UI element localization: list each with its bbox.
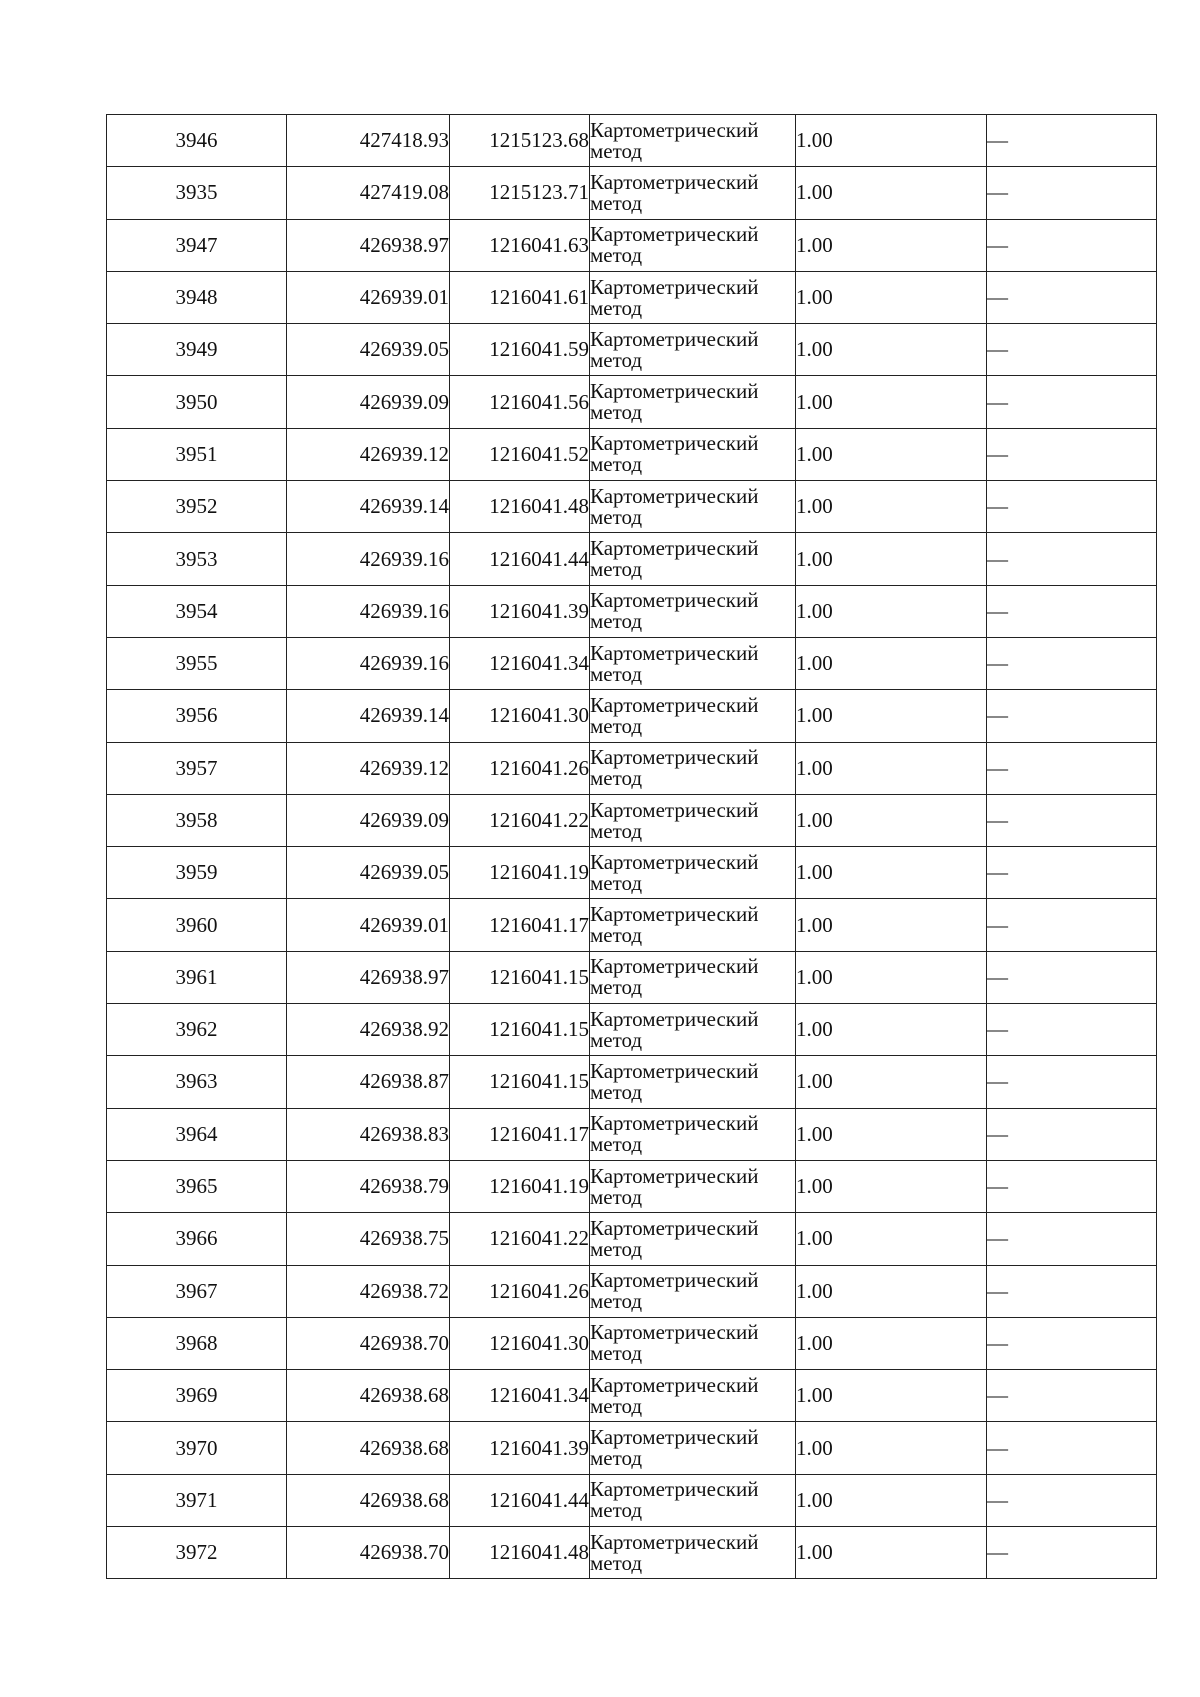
y-coordinate-cell: 1216041.39 <box>450 1422 590 1474</box>
method-line-1: Картометрический <box>590 1372 759 1397</box>
point-number-cell: 3935 <box>107 167 287 219</box>
description-cell: — <box>987 690 1157 742</box>
accuracy-cell: 1.00 <box>796 1422 987 1474</box>
point-number-cell: 3958 <box>107 794 287 846</box>
method-line-2: метод <box>590 1393 643 1418</box>
description-cell: — <box>987 794 1157 846</box>
table-row <box>107 742 1157 794</box>
table-row <box>107 1004 1157 1056</box>
description-cell: — <box>987 324 1157 376</box>
table-row <box>107 1527 1157 1579</box>
y-coordinate-cell: 1216041.61 <box>450 271 590 323</box>
y-coordinate-cell: 1216041.34 <box>450 637 590 689</box>
table-row <box>107 847 1157 899</box>
accuracy-cell: 1.00 <box>796 1317 987 1369</box>
y-coordinate-cell: 1216041.30 <box>450 1317 590 1369</box>
y-coordinate-cell: 1216041.22 <box>450 794 590 846</box>
method-line-2: метод <box>590 1289 643 1314</box>
description-cell: — <box>987 1527 1157 1579</box>
x-coordinate-cell: 426939.16 <box>287 585 450 637</box>
method-line-1: Картометрический <box>590 797 759 822</box>
method-line-1: Картометрический <box>590 483 759 508</box>
table-row <box>107 1213 1157 1265</box>
description-cell: — <box>987 1317 1157 1369</box>
y-coordinate-cell: 1216041.26 <box>450 742 590 794</box>
y-coordinate-cell: 1216041.48 <box>450 481 590 533</box>
point-number-cell: 3962 <box>107 1004 287 1056</box>
method-cell <box>590 1108 796 1160</box>
accuracy-cell: 1.00 <box>796 742 987 794</box>
method-cell <box>590 1370 796 1422</box>
method-line-1: Картометрический <box>590 536 759 561</box>
method-cell <box>590 1422 796 1474</box>
point-number-cell: 3946 <box>107 115 287 167</box>
table-row <box>107 794 1157 846</box>
point-number-cell: 3959 <box>107 847 287 899</box>
method-line-2: метод <box>590 1446 643 1471</box>
method-line-1: Картометрический <box>590 954 759 979</box>
method-line-1: Картометрический <box>590 1320 759 1345</box>
description-cell: — <box>987 1108 1157 1160</box>
method-cell <box>590 1265 796 1317</box>
y-coordinate-cell: 1216041.30 <box>450 690 590 742</box>
y-coordinate-cell: 1216041.15 <box>450 1004 590 1056</box>
description-cell: — <box>987 1370 1157 1422</box>
table-row <box>107 899 1157 951</box>
method-line-2: метод <box>590 400 643 425</box>
accuracy-cell: 1.00 <box>796 167 987 219</box>
method-line-1: Картометрический <box>590 1268 759 1293</box>
point-number-cell: 3953 <box>107 533 287 585</box>
point-number-cell: 3963 <box>107 1056 287 1108</box>
table-row <box>107 324 1157 376</box>
accuracy-cell: 1.00 <box>796 115 987 167</box>
method-line-1: Картометрический <box>590 902 759 927</box>
table-row <box>107 428 1157 480</box>
method-line-2: метод <box>590 190 643 215</box>
point-number-cell: 3969 <box>107 1370 287 1422</box>
x-coordinate-cell: 427418.93 <box>287 115 450 167</box>
description-cell: — <box>987 1160 1157 1212</box>
point-number-cell: 3952 <box>107 481 287 533</box>
x-coordinate-cell: 426938.92 <box>287 1004 450 1056</box>
accuracy-cell: 1.00 <box>796 794 987 846</box>
point-number-cell: 3957 <box>107 742 287 794</box>
x-coordinate-cell: 426939.01 <box>287 271 450 323</box>
point-number-cell: 3967 <box>107 1265 287 1317</box>
x-coordinate-cell: 426939.05 <box>287 847 450 899</box>
description-cell: — <box>987 1213 1157 1265</box>
description-cell: — <box>987 376 1157 428</box>
accuracy-cell: 1.00 <box>796 1056 987 1108</box>
point-number-cell: 3947 <box>107 219 287 271</box>
point-number-cell: 3966 <box>107 1213 287 1265</box>
point-number-cell: 3970 <box>107 1422 287 1474</box>
y-coordinate-cell: 1216041.59 <box>450 324 590 376</box>
x-coordinate-cell: 426938.97 <box>287 951 450 1003</box>
method-line-1: Картометрический <box>590 379 759 404</box>
x-coordinate-cell: 426938.68 <box>287 1474 450 1526</box>
table-row <box>107 533 1157 585</box>
method-cell <box>590 794 796 846</box>
method-cell <box>590 376 796 428</box>
x-coordinate-cell: 426939.14 <box>287 690 450 742</box>
method-line-2: метод <box>590 609 643 634</box>
accuracy-cell: 1.00 <box>796 533 987 585</box>
x-coordinate-cell: 426938.83 <box>287 1108 450 1160</box>
method-cell <box>590 1160 796 1212</box>
point-number-cell: 3964 <box>107 1108 287 1160</box>
method-line-1: Картометрический <box>590 1058 759 1083</box>
method-line-1: Картометрический <box>590 169 759 194</box>
description-cell: — <box>987 585 1157 637</box>
point-number-cell: 3971 <box>107 1474 287 1526</box>
method-line-1: Картометрический <box>590 274 759 299</box>
method-line-1: Картометрический <box>590 1425 759 1450</box>
point-number-cell: 3968 <box>107 1317 287 1369</box>
x-coordinate-cell: 426939.12 <box>287 428 450 480</box>
x-coordinate-cell: 426939.01 <box>287 899 450 951</box>
method-line-1: Картометрический <box>590 1163 759 1188</box>
method-line-2: метод <box>590 766 643 791</box>
point-number-cell: 3972 <box>107 1527 287 1579</box>
method-cell <box>590 1056 796 1108</box>
x-coordinate-cell: 426939.16 <box>287 533 450 585</box>
x-coordinate-cell: 426939.14 <box>287 481 450 533</box>
accuracy-cell: 1.00 <box>796 1474 987 1526</box>
method-line-1: Картометрический <box>590 745 759 770</box>
y-coordinate-cell: 1216041.17 <box>450 1108 590 1160</box>
table-row <box>107 115 1157 167</box>
accuracy-cell: 1.00 <box>796 690 987 742</box>
accuracy-cell: 1.00 <box>796 219 987 271</box>
description-cell: — <box>987 481 1157 533</box>
description-cell: — <box>987 1004 1157 1056</box>
description-cell: — <box>987 637 1157 689</box>
point-number-cell: 3965 <box>107 1160 287 1212</box>
table-row <box>107 951 1157 1003</box>
point-number-cell: 3949 <box>107 324 287 376</box>
accuracy-cell: 1.00 <box>796 847 987 899</box>
accuracy-cell: 1.00 <box>796 1527 987 1579</box>
table-row <box>107 1422 1157 1474</box>
point-number-cell: 3956 <box>107 690 287 742</box>
y-coordinate-cell: 1216041.44 <box>450 1474 590 1526</box>
point-number-cell: 3950 <box>107 376 287 428</box>
method-line-2: метод <box>590 1184 643 1209</box>
x-coordinate-cell: 426939.09 <box>287 376 450 428</box>
y-coordinate-cell: 1216041.52 <box>450 428 590 480</box>
description-cell: — <box>987 1474 1157 1526</box>
accuracy-cell: 1.00 <box>796 899 987 951</box>
method-line-2: метод <box>590 243 643 268</box>
method-cell <box>590 115 796 167</box>
point-number-cell: 3961 <box>107 951 287 1003</box>
point-number-cell: 3951 <box>107 428 287 480</box>
method-line-2: метод <box>590 557 643 582</box>
method-line-2: метод <box>590 975 643 1000</box>
description-cell: — <box>987 951 1157 1003</box>
method-line-2: метод <box>590 347 643 372</box>
description-cell: — <box>987 1265 1157 1317</box>
accuracy-cell: 1.00 <box>796 1160 987 1212</box>
method-line-1: Картометрический <box>590 1111 759 1136</box>
method-line-1: Картометрический <box>590 326 759 351</box>
x-coordinate-cell: 426938.75 <box>287 1213 450 1265</box>
method-line-1: Картометрический <box>590 117 759 142</box>
description-cell: — <box>987 1056 1157 1108</box>
y-coordinate-cell: 1216041.34 <box>450 1370 590 1422</box>
coordinates-table-body <box>107 115 1157 1579</box>
description-cell: — <box>987 1422 1157 1474</box>
method-line-2: метод <box>590 923 643 948</box>
y-coordinate-cell: 1215123.68 <box>450 115 590 167</box>
accuracy-cell: 1.00 <box>796 428 987 480</box>
point-number-cell: 3948 <box>107 271 287 323</box>
y-coordinate-cell: 1216041.39 <box>450 585 590 637</box>
x-coordinate-cell: 426939.05 <box>287 324 450 376</box>
method-line-2: метод <box>590 1079 643 1104</box>
method-line-1: Картометрический <box>590 1529 759 1554</box>
table-row <box>107 219 1157 271</box>
description-cell: — <box>987 115 1157 167</box>
table-row <box>107 376 1157 428</box>
description-cell: — <box>987 742 1157 794</box>
method-cell <box>590 1474 796 1526</box>
x-coordinate-cell: 426938.70 <box>287 1527 450 1579</box>
method-line-1: Картометрический <box>590 640 759 665</box>
method-cell <box>590 324 796 376</box>
x-coordinate-cell: 426938.79 <box>287 1160 450 1212</box>
accuracy-cell: 1.00 <box>796 481 987 533</box>
table-row <box>107 271 1157 323</box>
method-cell <box>590 742 796 794</box>
x-coordinate-cell: 426938.70 <box>287 1317 450 1369</box>
method-cell <box>590 219 796 271</box>
x-coordinate-cell: 426938.72 <box>287 1265 450 1317</box>
x-coordinate-cell: 426939.16 <box>287 637 450 689</box>
x-coordinate-cell: 426938.97 <box>287 219 450 271</box>
description-cell: — <box>987 167 1157 219</box>
method-line-1: Картометрический <box>590 1215 759 1240</box>
method-cell <box>590 585 796 637</box>
table-row <box>107 481 1157 533</box>
y-coordinate-cell: 1216041.63 <box>450 219 590 271</box>
accuracy-cell: 1.00 <box>796 585 987 637</box>
method-line-1: Картометрический <box>590 431 759 456</box>
x-coordinate-cell: 426939.12 <box>287 742 450 794</box>
accuracy-cell: 1.00 <box>796 1213 987 1265</box>
method-line-2: метод <box>590 504 643 529</box>
description-cell: — <box>987 271 1157 323</box>
method-line-2: метод <box>590 295 643 320</box>
coordinates-table <box>106 114 1157 1579</box>
y-coordinate-cell: 1216041.48 <box>450 1527 590 1579</box>
accuracy-cell: 1.00 <box>796 1108 987 1160</box>
method-line-1: Картометрический <box>590 692 759 717</box>
method-line-1: Картометрический <box>590 1006 759 1031</box>
accuracy-cell: 1.00 <box>796 1370 987 1422</box>
method-line-2: метод <box>590 1498 643 1523</box>
point-number-cell: 3960 <box>107 899 287 951</box>
method-cell <box>590 428 796 480</box>
method-cell <box>590 951 796 1003</box>
accuracy-cell: 1.00 <box>796 376 987 428</box>
accuracy-cell: 1.00 <box>796 271 987 323</box>
y-coordinate-cell: 1216041.44 <box>450 533 590 585</box>
description-cell: — <box>987 428 1157 480</box>
y-coordinate-cell: 1216041.19 <box>450 1160 590 1212</box>
method-cell <box>590 847 796 899</box>
method-cell <box>590 690 796 742</box>
method-line-2: метод <box>590 713 643 738</box>
method-line-2: метод <box>590 1341 643 1366</box>
table-row <box>107 637 1157 689</box>
description-cell: — <box>987 533 1157 585</box>
table-row <box>107 1056 1157 1108</box>
table-row <box>107 1474 1157 1526</box>
table-row <box>107 1108 1157 1160</box>
y-coordinate-cell: 1216041.22 <box>450 1213 590 1265</box>
y-coordinate-cell: 1216041.15 <box>450 1056 590 1108</box>
table-row <box>107 1317 1157 1369</box>
method-cell <box>590 271 796 323</box>
y-coordinate-cell: 1216041.26 <box>450 1265 590 1317</box>
y-coordinate-cell: 1216041.56 <box>450 376 590 428</box>
accuracy-cell: 1.00 <box>796 1004 987 1056</box>
accuracy-cell: 1.00 <box>796 1265 987 1317</box>
point-number-cell: 3955 <box>107 637 287 689</box>
table-row <box>107 1265 1157 1317</box>
x-coordinate-cell: 426938.68 <box>287 1422 450 1474</box>
accuracy-cell: 1.00 <box>796 637 987 689</box>
method-line-2: метод <box>590 870 643 895</box>
accuracy-cell: 1.00 <box>796 951 987 1003</box>
method-cell <box>590 1213 796 1265</box>
method-line-2: метод <box>590 452 643 477</box>
method-cell <box>590 1004 796 1056</box>
description-cell: — <box>987 219 1157 271</box>
method-line-2: метод <box>590 1236 643 1261</box>
table-row <box>107 1160 1157 1212</box>
method-cell <box>590 899 796 951</box>
method-line-2: метод <box>590 818 643 843</box>
method-line-2: метод <box>590 1132 643 1157</box>
description-cell: — <box>987 899 1157 951</box>
method-line-2: метод <box>590 1550 643 1575</box>
point-number-cell: 3954 <box>107 585 287 637</box>
method-line-1: Картометрический <box>590 222 759 247</box>
y-coordinate-cell: 1216041.15 <box>450 951 590 1003</box>
table-row <box>107 585 1157 637</box>
method-line-1: Картометрический <box>590 588 759 613</box>
method-line-2: метод <box>590 1027 643 1052</box>
y-coordinate-cell: 1216041.17 <box>450 899 590 951</box>
method-line-2: метод <box>590 138 643 163</box>
y-coordinate-cell: 1216041.19 <box>450 847 590 899</box>
method-cell <box>590 1527 796 1579</box>
y-coordinate-cell: 1215123.71 <box>450 167 590 219</box>
table-row <box>107 690 1157 742</box>
table-row <box>107 1370 1157 1422</box>
method-line-1: Картометрический <box>590 1477 759 1502</box>
method-line-2: метод <box>590 661 643 686</box>
x-coordinate-cell: 427419.08 <box>287 167 450 219</box>
x-coordinate-cell: 426939.09 <box>287 794 450 846</box>
method-cell <box>590 533 796 585</box>
description-cell: — <box>987 847 1157 899</box>
method-cell <box>590 167 796 219</box>
method-line-1: Картометрический <box>590 849 759 874</box>
table-row <box>107 167 1157 219</box>
method-cell <box>590 637 796 689</box>
method-cell <box>590 1317 796 1369</box>
x-coordinate-cell: 426938.68 <box>287 1370 450 1422</box>
accuracy-cell: 1.00 <box>796 324 987 376</box>
method-cell <box>590 481 796 533</box>
x-coordinate-cell: 426938.87 <box>287 1056 450 1108</box>
